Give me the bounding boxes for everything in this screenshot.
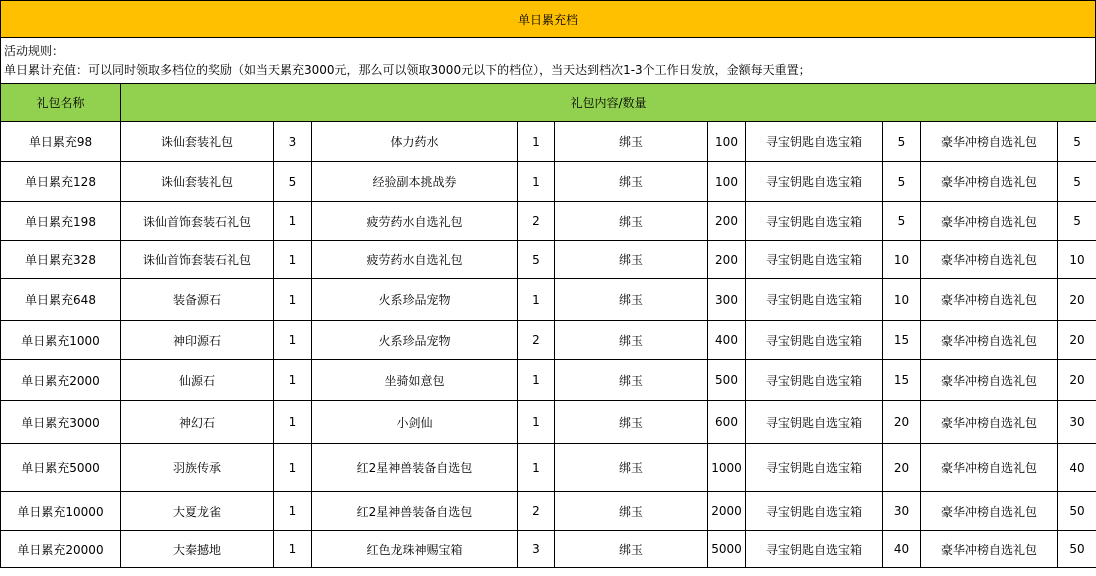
item-name-cell: 体力药水 xyxy=(312,122,518,162)
item-quantity-cell: 50 xyxy=(1058,492,1096,531)
item-name-cell: 豪华冲榜自选礼包 xyxy=(921,444,1058,492)
item-name-cell: 绑玉 xyxy=(555,279,708,321)
item-name-cell: 绑玉 xyxy=(555,202,708,241)
item-quantity-cell: 5 xyxy=(1058,202,1096,241)
item-name-cell: 神幻石 xyxy=(121,401,274,444)
item-name-cell: 大夏龙雀 xyxy=(121,492,274,531)
package-name-cell: 单日累充20000 xyxy=(1,531,121,568)
item-quantity-cell: 5 xyxy=(1058,162,1096,202)
item-quantity-cell: 5000 xyxy=(708,531,746,568)
item-quantity-cell: 400 xyxy=(708,321,746,360)
item-quantity-cell: 600 xyxy=(708,401,746,444)
item-name-cell: 寻宝钥匙自选宝箱 xyxy=(746,279,883,321)
item-name-cell: 绑玉 xyxy=(555,162,708,202)
item-quantity-cell: 1 xyxy=(274,202,312,241)
item-quantity-cell: 500 xyxy=(708,360,746,401)
item-name-cell: 豪华冲榜自选礼包 xyxy=(921,321,1058,360)
item-quantity-cell: 1 xyxy=(518,122,555,162)
item-quantity-cell: 1 xyxy=(274,360,312,401)
item-quantity-cell: 2 xyxy=(518,492,555,531)
item-name-cell: 火系珍品宠物 xyxy=(312,279,518,321)
item-quantity-cell: 2 xyxy=(518,202,555,241)
item-quantity-cell: 20 xyxy=(883,401,921,444)
item-name-cell: 豪华冲榜自选礼包 xyxy=(921,279,1058,321)
item-quantity-cell: 2000 xyxy=(708,492,746,531)
item-quantity-cell: 3 xyxy=(274,122,312,162)
item-quantity-cell: 200 xyxy=(708,202,746,241)
item-name-cell: 神印源石 xyxy=(121,321,274,360)
item-name-cell: 大秦撼地 xyxy=(121,531,274,568)
item-quantity-cell: 1 xyxy=(274,492,312,531)
item-name-cell: 红2星神兽装备自选包 xyxy=(312,492,518,531)
item-quantity-cell: 20 xyxy=(1058,279,1096,321)
item-quantity-cell: 10 xyxy=(1058,241,1096,279)
package-name-cell: 单日累充198 xyxy=(1,202,121,241)
item-name-cell: 坐骑如意包 xyxy=(312,360,518,401)
package-name-cell: 单日累充328 xyxy=(1,241,121,279)
table-row xyxy=(1,279,1096,321)
item-quantity-cell: 1 xyxy=(518,444,555,492)
item-quantity-cell: 1 xyxy=(518,279,555,321)
rules-body: 单日累计充值：可以同时领取多档位的奖励（如当天累充3000元，那么可以领取3000元以下的档位），当天达到档次1-3个工作日发放，金额每天重置； xyxy=(4,63,811,77)
package-name-cell: 单日累充648 xyxy=(1,279,121,321)
table-row xyxy=(1,360,1096,401)
table-row xyxy=(1,531,1096,568)
item-quantity-cell: 15 xyxy=(883,360,921,401)
item-name-cell: 绑玉 xyxy=(555,122,708,162)
item-quantity-cell: 10 xyxy=(883,279,921,321)
item-quantity-cell: 5 xyxy=(274,162,312,202)
title-text: 单日累充档 xyxy=(517,12,578,27)
item-quantity-cell: 300 xyxy=(708,279,746,321)
item-quantity-cell: 1 xyxy=(274,321,312,360)
item-quantity-cell: 1 xyxy=(518,162,555,202)
item-name-cell: 寻宝钥匙自选宝箱 xyxy=(746,162,883,202)
item-name-cell: 寻宝钥匙自选宝箱 xyxy=(746,444,883,492)
item-name-cell: 火系珍品宠物 xyxy=(312,321,518,360)
table-row xyxy=(1,401,1096,444)
rules-heading: 活动规则： xyxy=(4,44,65,58)
item-quantity-cell: 10 xyxy=(883,241,921,279)
table-row xyxy=(1,321,1096,360)
item-name-cell: 诛仙套装礼包 xyxy=(121,122,274,162)
item-name-cell: 寻宝钥匙自选宝箱 xyxy=(746,202,883,241)
item-name-cell: 豪华冲榜自选礼包 xyxy=(921,122,1058,162)
package-name-cell: 单日累充1000 xyxy=(1,321,121,360)
item-quantity-cell: 20 xyxy=(1058,360,1096,401)
item-name-cell: 绑玉 xyxy=(555,360,708,401)
item-quantity-cell: 40 xyxy=(883,531,921,568)
item-quantity-cell: 1 xyxy=(518,360,555,401)
item-name-cell: 绑玉 xyxy=(555,444,708,492)
item-quantity-cell: 30 xyxy=(1058,401,1096,444)
package-name-cell: 单日累充10000 xyxy=(1,492,121,531)
item-quantity-cell: 2 xyxy=(518,321,555,360)
item-quantity-cell: 1 xyxy=(518,401,555,444)
item-name-cell: 寻宝钥匙自选宝箱 xyxy=(746,401,883,444)
item-name-cell: 豪华冲榜自选礼包 xyxy=(921,241,1058,279)
item-quantity-cell: 1 xyxy=(274,401,312,444)
page-title xyxy=(0,0,1096,38)
item-quantity-cell: 1 xyxy=(274,444,312,492)
item-name-cell: 豪华冲榜自选礼包 xyxy=(921,162,1058,202)
item-quantity-cell: 1 xyxy=(274,531,312,568)
item-name-cell: 小剑仙 xyxy=(312,401,518,444)
item-name-cell: 仙源石 xyxy=(121,360,274,401)
item-name-cell: 羽族传承 xyxy=(121,444,274,492)
item-quantity-cell: 100 xyxy=(708,162,746,202)
item-name-cell: 寻宝钥匙自选宝箱 xyxy=(746,531,883,568)
item-quantity-cell: 5 xyxy=(1058,122,1096,162)
header-content: 礼包内容/数量 xyxy=(121,84,1096,122)
item-name-cell: 豪华冲榜自选礼包 xyxy=(921,531,1058,568)
item-name-cell: 疲劳药水自选礼包 xyxy=(312,202,518,241)
item-name-cell: 寻宝钥匙自选宝箱 xyxy=(746,360,883,401)
item-name-cell: 绑玉 xyxy=(555,241,708,279)
item-quantity-cell: 1 xyxy=(274,279,312,321)
item-quantity-cell: 5 xyxy=(883,202,921,241)
package-name-cell: 单日累充98 xyxy=(1,122,121,162)
package-name-cell: 单日累充128 xyxy=(1,162,121,202)
item-quantity-cell: 30 xyxy=(883,492,921,531)
item-name-cell: 寻宝钥匙自选宝箱 xyxy=(746,492,883,531)
table-row xyxy=(1,241,1096,279)
table-row xyxy=(1,122,1096,162)
item-quantity-cell: 15 xyxy=(883,321,921,360)
item-quantity-cell: 3 xyxy=(518,531,555,568)
item-quantity-cell: 5 xyxy=(883,122,921,162)
reward-table xyxy=(0,83,1096,568)
item-quantity-cell: 1000 xyxy=(708,444,746,492)
item-name-cell: 疲劳药水自选礼包 xyxy=(312,241,518,279)
header-row xyxy=(1,84,1096,122)
package-name-cell: 单日累充3000 xyxy=(1,401,121,444)
item-quantity-cell: 1 xyxy=(274,241,312,279)
rules-block xyxy=(0,38,1096,83)
item-name-cell: 豪华冲榜自选礼包 xyxy=(921,360,1058,401)
item-name-cell: 装备源石 xyxy=(121,279,274,321)
item-name-cell: 绑玉 xyxy=(555,321,708,360)
item-name-cell: 豪华冲榜自选礼包 xyxy=(921,492,1058,531)
item-name-cell: 诛仙首饰套装石礼包 xyxy=(121,202,274,241)
header-name: 礼包名称 xyxy=(1,84,121,122)
item-quantity-cell: 5 xyxy=(883,162,921,202)
item-name-cell: 寻宝钥匙自选宝箱 xyxy=(746,321,883,360)
item-name-cell: 诛仙套装礼包 xyxy=(121,162,274,202)
item-name-cell: 绑玉 xyxy=(555,492,708,531)
item-quantity-cell: 100 xyxy=(708,122,746,162)
package-name-cell: 单日累充5000 xyxy=(1,444,121,492)
table-row xyxy=(1,492,1096,531)
item-name-cell: 豪华冲榜自选礼包 xyxy=(921,202,1058,241)
item-quantity-cell: 20 xyxy=(1058,321,1096,360)
item-name-cell: 绑玉 xyxy=(555,401,708,444)
item-name-cell: 绑玉 xyxy=(555,531,708,568)
item-name-cell: 红色龙珠神赐宝箱 xyxy=(312,531,518,568)
item-quantity-cell: 50 xyxy=(1058,531,1096,568)
item-name-cell: 豪华冲榜自选礼包 xyxy=(921,401,1058,444)
item-quantity-cell: 5 xyxy=(518,241,555,279)
package-name-cell: 单日累充2000 xyxy=(1,360,121,401)
item-name-cell: 诛仙首饰套装石礼包 xyxy=(121,241,274,279)
item-quantity-cell: 40 xyxy=(1058,444,1096,492)
item-name-cell: 寻宝钥匙自选宝箱 xyxy=(746,122,883,162)
item-name-cell: 经验副本挑战券 xyxy=(312,162,518,202)
item-quantity-cell: 20 xyxy=(883,444,921,492)
table-row xyxy=(1,162,1096,202)
item-name-cell: 寻宝钥匙自选宝箱 xyxy=(746,241,883,279)
item-quantity-cell: 200 xyxy=(708,241,746,279)
table-row xyxy=(1,444,1096,492)
table-row xyxy=(1,202,1096,241)
item-name-cell: 红2星神兽装备自选包 xyxy=(312,444,518,492)
